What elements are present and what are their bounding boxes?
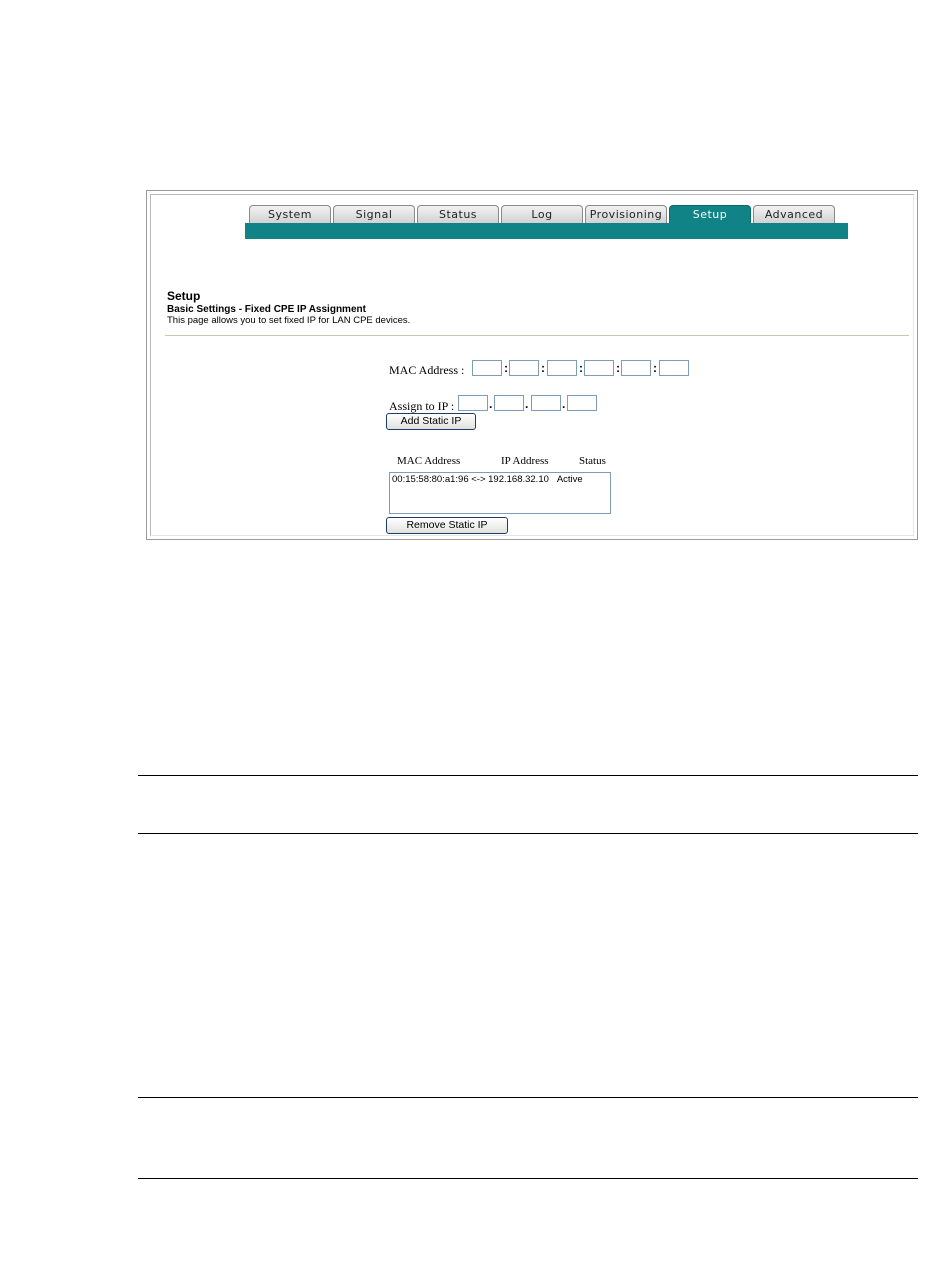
ip-separator: .: [525, 397, 529, 411]
tab-provisioning[interactable]: Provisioning: [585, 205, 667, 223]
mac-address-label: MAC Address :: [389, 363, 465, 377]
add-static-ip-button[interactable]: Add Static IP: [386, 413, 476, 430]
mac-separator: :: [653, 361, 657, 375]
column-header-mac: MAC Address: [397, 455, 461, 467]
tab-setup[interactable]: Setup: [669, 205, 751, 223]
document-rule: [138, 1178, 918, 1179]
page-title: Setup: [167, 289, 201, 303]
mac-octet-6-input[interactable]: [659, 360, 689, 376]
mac-octet-2-input[interactable]: [509, 360, 539, 376]
mac-separator: :: [616, 361, 620, 375]
ip-separator: .: [489, 397, 493, 411]
document-rule: [138, 833, 918, 834]
mac-octet-5-input[interactable]: [621, 360, 651, 376]
static-ip-listbox[interactable]: [389, 472, 611, 514]
tab-log[interactable]: Log: [501, 205, 583, 223]
ip-octet-1-input[interactable]: [458, 395, 488, 411]
tab-advanced[interactable]: Advanced: [753, 205, 835, 223]
list-item-mac-ip: 00:15:58:80:a1:96 <-> 192.168.32.10: [392, 474, 549, 485]
mac-separator: :: [541, 361, 545, 375]
ip-octet-2-input[interactable]: [494, 395, 524, 411]
tab-status[interactable]: Status: [417, 205, 499, 223]
header-divider: [165, 335, 909, 336]
screenshot-frame: [146, 190, 918, 540]
column-header-ip: IP Address: [501, 455, 549, 467]
tab-system[interactable]: System: [249, 205, 331, 223]
list-item-status: Active: [556, 474, 583, 485]
list-item[interactable]: [392, 474, 608, 485]
mac-octet-1-input[interactable]: [472, 360, 502, 376]
column-header-status: Status: [579, 455, 606, 467]
mac-separator: :: [504, 361, 508, 375]
mac-octet-4-input[interactable]: [584, 360, 614, 376]
page-subtitle: Basic Settings - Fixed CPE IP Assignment: [167, 304, 366, 315]
ip-octet-4-input[interactable]: [567, 395, 597, 411]
document-rule: [138, 1097, 918, 1098]
page-header: [167, 289, 410, 326]
ip-octet-3-input[interactable]: [531, 395, 561, 411]
tab-signal[interactable]: Signal: [333, 205, 415, 223]
tab-underline-bar: [245, 223, 848, 239]
mac-separator: :: [579, 361, 583, 375]
assign-ip-label: Assign to IP :: [389, 399, 455, 413]
page-description: This page allows you to set fixed IP for LAN CPE devices.: [167, 315, 411, 326]
remove-static-ip-button[interactable]: Remove Static IP: [386, 517, 508, 534]
mac-octet-3-input[interactable]: [547, 360, 577, 376]
ip-separator: .: [562, 397, 566, 411]
document-rule: [138, 775, 918, 776]
page-panel: [150, 194, 914, 536]
